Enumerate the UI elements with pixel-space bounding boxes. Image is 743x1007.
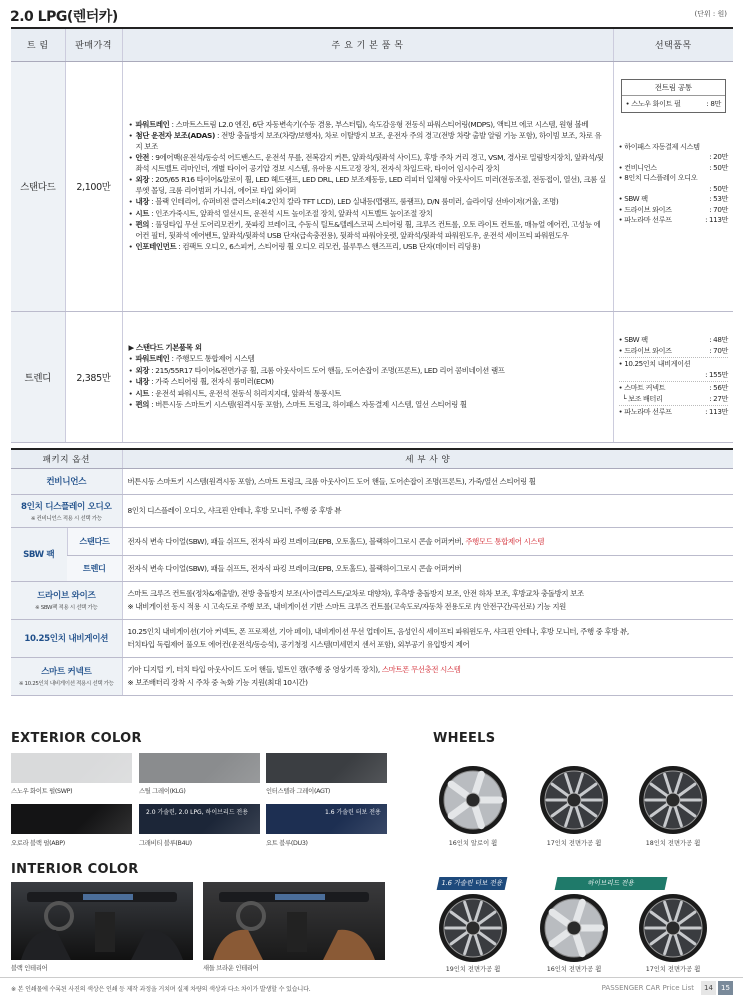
color-name-swp: 스노우 화이트 펄(SWP): [11, 788, 73, 795]
detail-navigation: 10.25인치 내비게이션(기아 커넥트, 폰 프로젝션, 기아 페이), 내비게이션 무선 업데이트, 음성인식 세이프티 파워윈도우, 샤크핀 안테나, 후방 모니터, 주행 중 후방 뷰, 터치타입 독립제어 풀오토 에어컨(운전석/동승석), 공기청정 시스템(미세먼지 센서 포함), 외부공기 유입방지 제어: [122, 619, 733, 657]
wheel-18-machined-image: [638, 765, 708, 835]
detail-smart-connect: 기아 디지털 키, 터치 타입 아웃사이드 도어 핸들, 빌트인 캠(주행 중 영상기록 장치), 스마트폰 무선충전 시스템 ※ 보조배터리 장착 시 주차 중 녹화 기능 지원(최대 10시간): [122, 657, 733, 695]
package-drive-wise: 드라이브 와이즈 ※ SBW팩 적용 시 선택 가능: [11, 581, 122, 619]
interior-name-brown: 새들 브라운 인테리어: [203, 965, 259, 972]
common-options-title: 전트림 공통: [622, 80, 726, 96]
package-convenience: 컨비니언스: [11, 468, 122, 494]
trim-trendy: 트렌디: [11, 311, 65, 442]
detail-drive-wise: 스마트 크루즈 컨트롤(정차&재출발), 전방 충돌방지 보조(사이클리스트/교차로 대향차), 후측방 충돌방지 보조, 안전 하차 보조, 후방교차 충돌방지 보조 ※ 내비게이션 동시 적용 시 고속도로 주행 보조, 내비게이션 기반 스마트 크루즈 컨트롤(고속도로/자동차 전용도로 内 안전구간/곡선로) 기능 지원: [122, 581, 733, 619]
header-trim: 트 림: [11, 28, 65, 61]
option-item: : 20만: [709, 152, 728, 161]
package-smart-connect: 스마트 커넥트 ※ 10.25인치 내비게이션 적용시 선택 가능: [11, 657, 122, 695]
package-navigation: 10.25인치 내비게이션: [11, 619, 122, 657]
option-item: • 드라이브 와이즈 : 70만: [618, 204, 728, 214]
feature-item: • 외장 : 205/65 R16 타이어&알로이 휠, LED 헤드램프, LED DRL, LED 보조제동등, LED 리피터 일체형 아웃사이드 미러(전동조절, 전동접이, 열선), 크롬 실루엣 몰딩, 크롬 리어범퍼 가니쉬, 에어로 타입 와이퍼: [128, 175, 606, 195]
tag-turbo-only: 1.6 가솔린 터보 전용: [437, 877, 508, 890]
header-price: 판매가격: [65, 28, 122, 61]
option-item: • 8인치 디스플레이 오디오: [618, 173, 698, 182]
color-name-du3: 요트 블루(DU3): [266, 840, 308, 847]
feature-item: • 파워트레인 : 주행모드 통합제어 시스템: [128, 354, 255, 363]
header-detail: 세 부 사 양: [122, 449, 733, 468]
feature-item: • 편의 : 풀딩타입 무선 도어리모컨키, 풋파킹 브레이크, 수동식 틸트&텔레스코픽 스티어링 휠, 크루즈 컨트롤, 오토 라이트 컨트롤, 매뉴얼 에어컨, 고성능 에어컨 필터, 뒷좌석 에어벤트, 앞좌석/뒷좌석 USB 단자(급속충전용), 뒷좌석 파워아웃렛, 앞좌석/뒷좌석 파워윈도우, 운전석 세이프티 파워윈도우: [128, 220, 601, 240]
unit-label: (단위 : 원): [694, 10, 727, 18]
option-item: • 스마트 커넥트 : 56만: [618, 383, 728, 393]
options-trendy: [613, 311, 733, 442]
wheel-17-machined-image: [539, 765, 609, 835]
feature-item: • 내장 : 블랙 인테리어, 슈퍼비전 클러스터(4.2인치 칼라 TFT LCD), LED 실내등(맵램프, 룸램프), D/N 룸미러, 슬라이딩 선바이저(거울, 조명): [128, 197, 559, 206]
swatch-interstellar-gray: [266, 753, 387, 783]
option-item: • SBW 팩 : 48만: [618, 335, 728, 345]
exterior-color-title: EXTERIOR COLOR: [11, 731, 142, 746]
wheel-16-machined-image: [539, 893, 609, 963]
wheel-name-17-machined-hybrid: 17인치 전면가공 휠: [645, 966, 701, 973]
detail-sbw-standard: 전자식 변속 다이얼(SBW), 패들 쉬프트, 전자식 파킹 브레이크(EPB, 오토홀드), 블랙하이그로시 콘솔 어퍼커버, 주행모드 통합제어 시스템: [122, 527, 733, 555]
wheel-19-machined-image: [438, 893, 508, 963]
option-item: : 50만: [709, 183, 728, 193]
detail-display-audio: 8인치 디스플레이 오디오, 샤크핀 안테나, 후방 모니터, 주행 중 후방 뷰: [122, 494, 733, 527]
options-standard: [613, 61, 733, 311]
common-options-box: [621, 79, 727, 113]
wheels-title: WHEELS: [433, 731, 496, 746]
header-options: 선택품목: [613, 28, 733, 61]
feature-item: • 내장 : 가죽 스티어링 휠, 전자식 룸미러(ECM): [128, 377, 274, 386]
color-name-agt: 인터스텔라 그레이(AGT): [266, 788, 331, 795]
header-package: 패키지 옵션: [11, 449, 122, 468]
wheel-16-alloy-image: [438, 765, 508, 835]
feature-item: • 편의 : 버튼시동 스마트키 시스템(원격시동 포함), 스마트 트렁크, 하이패스 자동결제 시스템, 열선 스티어링 휠: [128, 400, 467, 409]
option-item: • 10.25인치 내비게이션: [618, 359, 691, 369]
wheel-17-machined-hybrid-image: [638, 893, 708, 963]
page-number-right: 15: [718, 981, 733, 995]
option-item: └ 보조 배터리 : 27만: [618, 393, 728, 403]
package-sbw-standard: 스탠다드: [67, 527, 122, 555]
option-item: • 파노라마 선루프 : 113만: [618, 215, 728, 224]
features-standard: [122, 61, 613, 311]
wheel-name-18-machined: 18인치 전면가공 휠: [645, 840, 701, 847]
wheel-name-16-machined: 16인치 전면가공 휠: [546, 966, 602, 973]
package-table: [11, 448, 733, 696]
feature-item: ▶ 스탠다드 기본품목 외: [128, 342, 202, 352]
option-item: • SBW 팩 : 53만: [618, 194, 728, 203]
page-title: 2.0 LPG(렌터카): [10, 9, 118, 25]
package-sbw: SBW 팩: [11, 527, 67, 581]
option-item: • 하이패스 자동결제 시스템: [618, 141, 700, 151]
page-number-left: 14: [701, 981, 716, 995]
wheel-name-17-machined: 17인치 전면가공 휠: [546, 840, 602, 847]
feature-item: • 시트 : 인조가죽시트, 앞좌석 열선시트, 운전석 시트 높이조절 장치, 앞좌석 시트벨트 높이조절 장치: [128, 208, 433, 218]
features-trendy: [122, 311, 613, 442]
wheel-name-16-alloy: 16인치 알로이 휠: [448, 840, 498, 847]
color-name-klg: 스틸 그레이(KLG): [139, 788, 186, 795]
option-item: • 컨비니언스 : 50만: [618, 162, 728, 172]
header-features: 주 요 기 본 품 목: [122, 28, 613, 61]
price-trendy: 2,385만: [65, 311, 122, 442]
detail-convenience: 버튼시동 스마트키 시스템(원격시동 포함), 스마트 트렁크, 크롬 아웃사이드 도어 핸들, 도어손잡이 조명(프론트), 가죽/열선 스티어링 휠: [122, 468, 733, 494]
feature-item: • 시트 : 운전석 파워시트, 운전석 전동식 허리지지대, 앞좌석 통풍시트: [128, 388, 341, 398]
common-option-name: • 스노우 화이트 펄: [625, 98, 681, 108]
feature-item: • 첨단 운전자 보조(ADAS) : 전방 충돌방지 보조(차량/보행자), 차로 이탈방지 보조, 운전자 주의 경고(전방 차량 출발 알림 기능 포함), 하이빔 보조, 차로 유지 보조: [128, 131, 602, 151]
footer-label: PASSENGER CAR Price List: [601, 984, 694, 992]
tag-gravity-blue: 2.0 가솔린, 2.0 LPG, 하이브리드 전용: [146, 809, 249, 816]
interior-saddle-brown-image: [203, 882, 385, 960]
package-display-audio: 8인치 디스플레이 오디오 ※ 컨비니언스 적용 시 선택 가능: [11, 494, 122, 527]
feature-item: • 파워트레인 : 스마트스트림 L2.0 엔진, 6단 자동변속기(수동 겸용, 부스터팁), 속도감응형 전동식 파워스티어링(MDPS), 액티브 에코 시스템, 원형 볼베: [128, 119, 589, 129]
trim-table: [11, 27, 733, 443]
trim-standard: 스탠다드: [11, 61, 65, 311]
interior-color-title: INTERIOR COLOR: [11, 862, 139, 877]
tag-yacht-blue: 1.6 가솔린 터보 전용: [325, 809, 381, 816]
feature-item: • 안전 : 9에어백(운전석/동승석 어드밴스드, 운전석 무릎, 전복감지 커튼, 앞좌석/뒷좌석 사이드), 후방 주차 거리 경고, VSM, 경사로 밀림방지장치, 앞좌석/뒷좌석 시트벨트 리마인더, 개별 타이어 공기압 경보 시스템, 유아용 시트고정 장치, 전자식 차일드락, 타이어 임시수리 장치: [128, 153, 604, 173]
common-option-price: : 8만: [706, 98, 721, 108]
option-item: • 파노라마 선루프 : 113만: [618, 407, 728, 417]
swatch-aurora-black: [11, 804, 132, 834]
color-name-b4u: 그래비티 블루(B4U): [139, 840, 192, 847]
tag-hybrid-only: 하이브리드 전용: [555, 877, 668, 890]
price-standard: 2,100만: [65, 61, 122, 311]
swatch-snow-white: [11, 753, 132, 783]
detail-sbw-trendy: 전자식 변속 다이얼(SBW), 패들 쉬프트, 전자식 파킹 브레이크(EPB, 오토홀드), 블랙하이그로시 콘솔 어퍼커버: [122, 555, 733, 581]
swatch-steel-gray: [139, 753, 260, 783]
color-name-abp: 오로라 블랙 펄(ABP): [11, 840, 65, 847]
package-sbw-trendy: 트렌디: [67, 555, 122, 581]
interior-name-black: 블랙 인테리어: [11, 965, 48, 972]
footer-note: ※ 본 인쇄물에 수록된 사진의 색상은 인쇄 등 제작 과정을 거치며 실제 차량의 색상과 다소 차이가 발생할 수 있습니다.: [11, 986, 311, 993]
wheel-name-19-machined: 19인치 전면가공 휠: [445, 966, 501, 973]
option-item: : 155만: [705, 369, 728, 379]
feature-item: • 인포테인먼트 : 컴팩트 오디오, 6스피커, 스티어링 휠 오디오 리모컨, 블루투스 핸즈프리, USB 단자(데이터 리딩용): [128, 242, 481, 251]
interior-black-image: [11, 882, 193, 960]
option-item: • 드라이브 와이즈 : 70만: [618, 345, 728, 355]
footer-pages: [602, 981, 733, 995]
feature-item: • 외장 : 215/55R17 타이어&전면가공 휠, 크롬 아웃사이드 도어 핸들, 도어손잡이 조명(프론트), LED 리어 콤비네이션 램프: [128, 365, 505, 375]
